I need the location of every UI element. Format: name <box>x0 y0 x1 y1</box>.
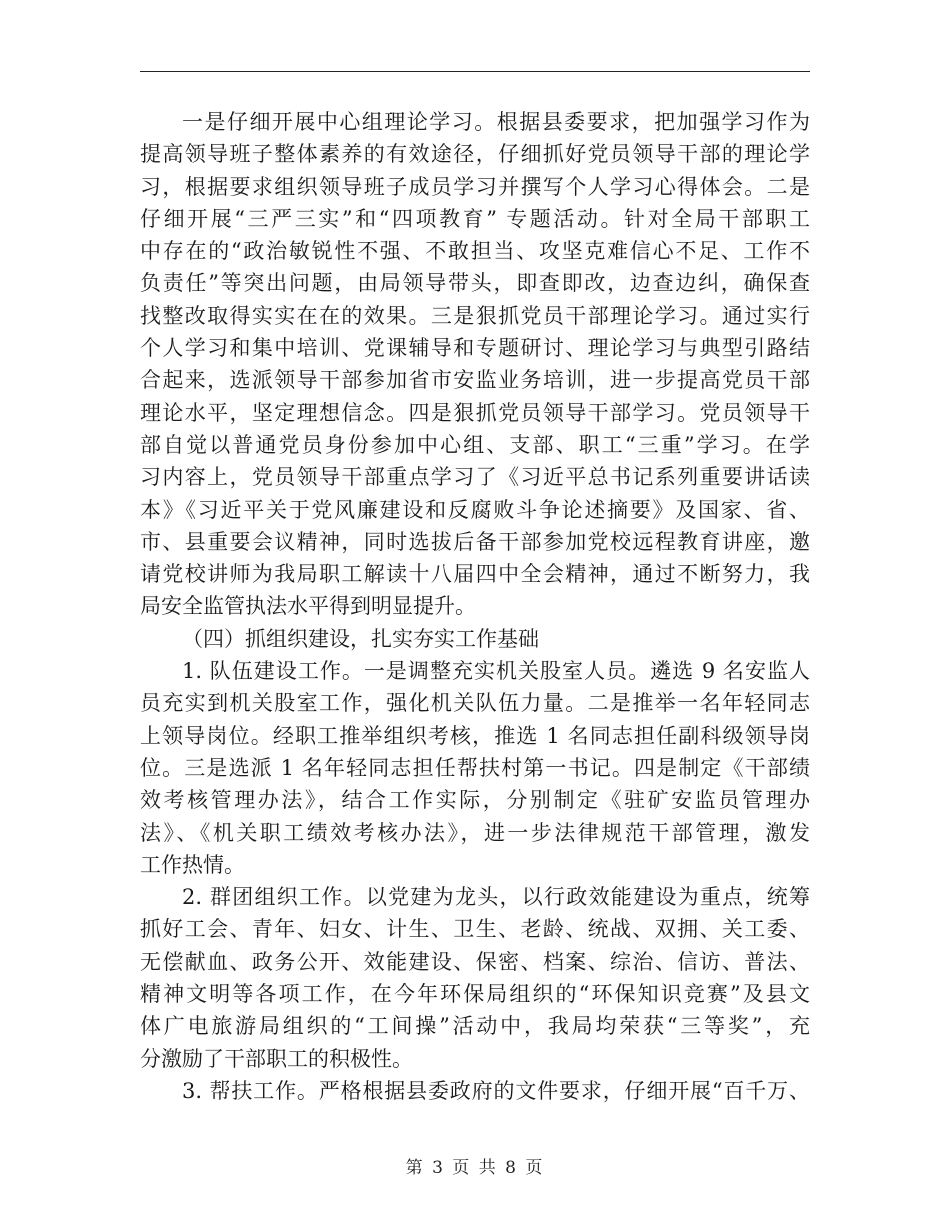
text-line: 效考核管理办法》，结合工作实际，分别制定《驻矿安监员管理办 <box>140 788 810 813</box>
text-line: 提高领导班子整体素养的有效途径，仔细抓好党员领导干部的理论学 <box>140 142 810 167</box>
text-line: 抓好工会、青年、妇女、计生、卫生、老龄、统战、双拥、关工委、 <box>140 917 810 942</box>
text-line: 上领导岗位。经职工推举组织考核，推选 1 名同志担任副科级领导岗 <box>140 723 810 748</box>
text-line: 1. 队伍建设工作。一是调整充实机关股室人员。遴选 9 名安监人 <box>182 659 810 684</box>
header-rule <box>140 71 810 72</box>
text-line: 体广电旅游局组织的“工间操”活动中，我局均荣获“三等奖”，充 <box>140 1014 810 1039</box>
text-line: 工作热情。 <box>140 852 245 877</box>
text-line: 部自觉以普通党员身份参加中心组、支部、职工“三重”学习。在学 <box>140 432 810 457</box>
text-line: 2. 群团组织工作。以党建为龙头，以行政效能建设为重点，统筹 <box>182 885 810 910</box>
text-line: 局安全监管执法水平得到明显提升。 <box>140 594 476 619</box>
text-line: 市、县重要会议精神，同时选拔后备干部参加党校远程教育讲座，邀 <box>140 529 810 554</box>
page-number: 第 3 页 共 8 页 <box>405 1158 545 1178</box>
text-line: 负责任”等突出问题，由局领导带头，即查即改，边查边纠，确保查 <box>140 271 810 296</box>
text-line: 无偿献血、政务公开、效能建设、保密、档案、综治、信访、普法、 <box>140 949 810 974</box>
text-line: 理论水平，坚定理想信念。四是狠抓党员领导干部学习。党员领导干 <box>140 400 810 425</box>
text-line: 中存在的“政治敏锐性不强、不敢担当、攻坚克难信心不足、工作不 <box>140 239 810 264</box>
document-body <box>140 106 810 1107</box>
text-line: 习内容上，党员领导干部重点学习了《习近平总书记系列重要讲话读 <box>140 465 810 490</box>
text-line: 位。三是选派 1 名年轻同志担任帮扶村第一书记。四是制定《干部绩 <box>140 755 810 780</box>
text-line: 精神文明等各项工作，在今年环保局组织的“环保知识竞赛”及县文 <box>140 982 810 1007</box>
text-line: 找整改取得实实在在的效果。三是狠抓党员干部理论学习。通过实行 <box>140 303 810 328</box>
text-line: 本》《习近平关于党风廉建设和反腐败斗争论述摘要》及国家、省、 <box>140 497 810 522</box>
text-line: 仔细开展“三严三实”和“四项教育” 专题活动。针对全局干部职工 <box>140 206 810 231</box>
text-line: 一是仔细开展中心组理论学习。根据县委要求，把加强学习作为 <box>182 110 810 134</box>
text-line: （四）抓组织建设，扎实夯实工作基础 <box>182 626 539 651</box>
text-line: 习，根据要求组织领导班子成员学习并撰写个人学习心得体会。二是 <box>140 174 810 199</box>
text-line: 员充实到机关股室工作，强化机关队伍力量。二是推举一名年轻同志 <box>140 691 810 716</box>
text-line: 分激励了干部职工的积极性。 <box>140 1046 413 1071</box>
text-line: 请党校讲师为我局职工解读十八届四中全会精神，通过不断努力，我 <box>140 562 810 587</box>
text-line: 3. 帮扶工作。严格根据县委政府的文件要求，仔细开展“百千万、 <box>182 1078 810 1103</box>
text-line: 法》、《机关职工绩效考核办法》，进一步法律规范干部管理，激发 <box>140 820 810 845</box>
text-line: 合起来，选派领导干部参加省市安监业务培训，进一步提高党员干部 <box>140 368 810 393</box>
text-line: 个人学习和集中培训、党课辅导和专题研讨、理论学习与典型引路结 <box>140 336 810 361</box>
